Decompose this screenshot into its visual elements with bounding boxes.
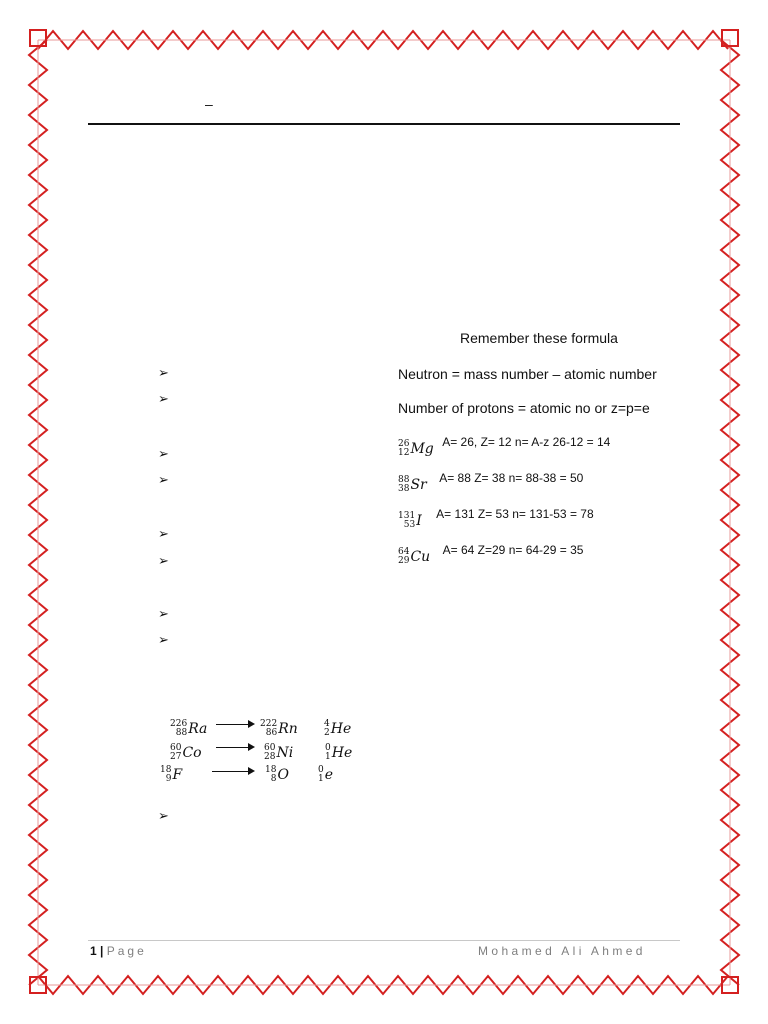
page-separator: | [100,944,104,958]
bullet-marker: ➢ [158,472,169,487]
reaction-arrow [216,724,248,725]
nuclide-symbol: 26 12 Mg [398,439,434,458]
bullet-marker: ➢ [158,808,169,823]
reactant-nuclide: 60 27 Co [170,743,202,762]
bullet-marker: ➢ [158,606,169,621]
bullet-marker: ➢ [158,391,169,406]
arrow-head-icon [248,743,255,751]
emitted-particle: 4 2 He [324,719,352,738]
product-nuclide: 18 8 O [265,765,289,784]
emitted-particle: 0 1 He [325,743,353,762]
example-calculation: A= 131 Z= 53 n= 131-53 = 78 [436,507,594,521]
reaction-arrow [212,771,248,772]
example-row [398,505,594,530]
nuclide-symbol: 131 53 I [398,511,422,530]
emitted-particle: 0 1 e [318,765,334,784]
page-label: Page [106,944,147,958]
header-rule [88,123,680,125]
formula-title: Remember these formula [460,330,618,346]
example-calculation: A= 26, Z= 12 n= A-z 26-12 = 14 [442,435,611,449]
product-nuclide: 222 86 Rn [260,719,298,738]
example-row [398,469,583,494]
bullet-marker: ➢ [158,553,169,568]
arrow-head-icon [248,767,255,775]
example-row [398,541,583,566]
example-calculation: A= 64 Z=29 n= 64-29 = 35 [442,543,584,557]
nuclide-symbol: 88 38 Sr [398,475,427,494]
page-number: 1 [90,944,97,958]
example-calculation: A= 88 Z= 38 n= 88-38 = 50 [439,471,584,485]
reaction-arrow [216,747,248,748]
reactant-nuclide: 226 88 Ra [170,719,208,738]
reactant-nuclide: 18 9 F [160,765,183,784]
bullet-marker: ➢ [158,632,169,647]
footer-rule [88,940,680,941]
bullet-marker: ➢ [158,446,169,461]
example-row [398,433,610,458]
bullet-marker: ➢ [158,526,169,541]
neutron-formula: Neutron = mass number – atomic number [398,366,657,382]
bullet-marker: ➢ [158,365,169,380]
page-indicator [90,944,147,958]
author-name: Mohamed Ali Ahmed [478,944,646,958]
header-dash: – [205,96,213,112]
arrow-head-icon [248,720,255,728]
product-nuclide: 60 28 Ni [264,743,294,762]
nuclide-symbol: 64 29 Cu [398,547,431,566]
proton-formula: Number of protons = atomic no or z=p=e [398,400,650,416]
